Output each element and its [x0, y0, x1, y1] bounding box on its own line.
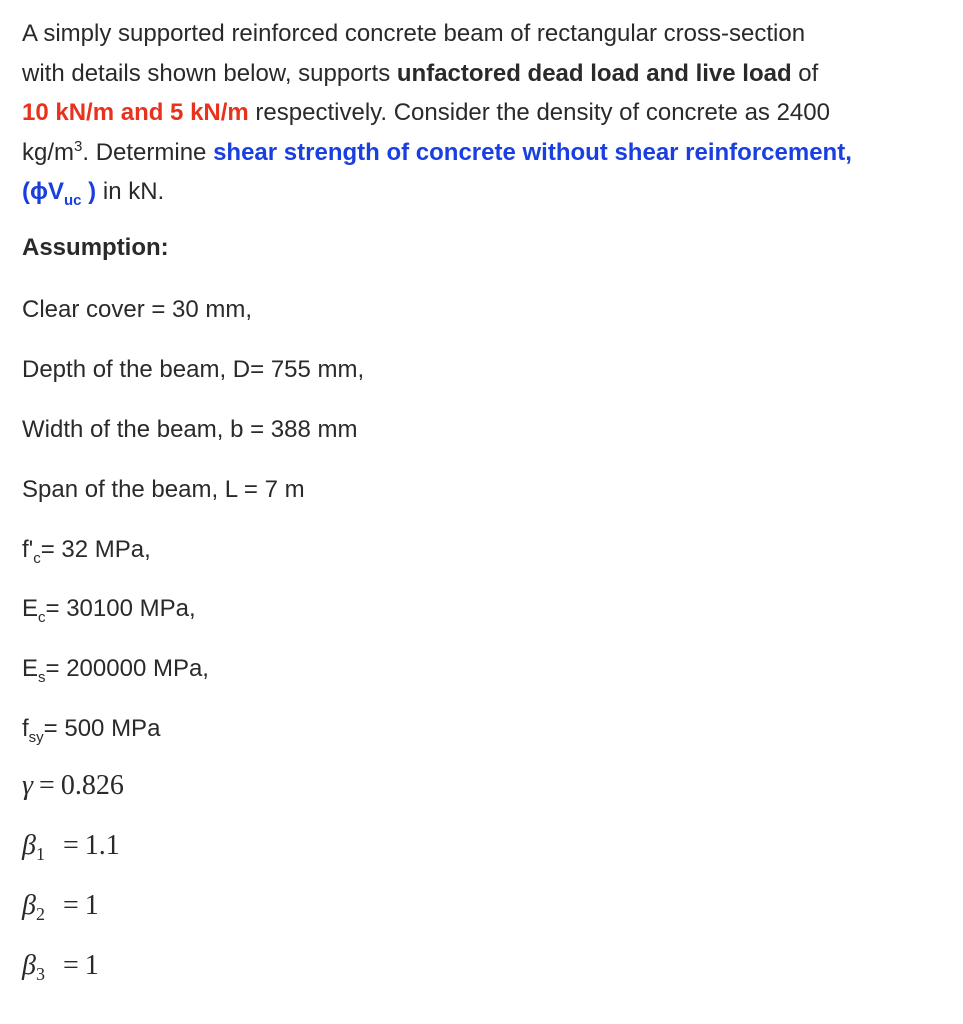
clear-cover-item: Clear cover = 30 mm,	[22, 296, 253, 323]
phi-vuc-symbol: ($\phi V_{uc}$ )	[22, 178, 97, 209]
fsy-item: $f_{sy}= 500$ MPa	[22, 715, 161, 746]
problem-line-1: A simply supported reinforced concrete beam of rectangular cross-section	[22, 20, 806, 47]
problem-line-4: $kg/m^3$. Determine shear strength of concrete without shear reinforcement,	[22, 137, 852, 166]
ec-item: $E_c= 30100$ MPa,	[22, 595, 196, 626]
load-type-emphasis: unfactored dead load and live load	[396, 59, 792, 87]
assumption-heading: Assumption:	[22, 234, 169, 261]
gamma-item: γ = 0.826	[22, 770, 124, 801]
span-item: Span of the beam, L = 7 m	[22, 476, 305, 503]
beta1-item: $\beta_1 = 1.1$	[22, 830, 120, 864]
problem-statement	[22, 14, 952, 212]
problem-line-2: with details shown below, supports unfactored dead load and live load of	[22, 59, 819, 87]
width-item: Width of the beam, b = 388 mm	[22, 416, 358, 443]
load-values-highlight: 10 kN/m and 5 kN/m	[22, 99, 249, 126]
fc-item: $f'_c= 32$ MPa,	[22, 536, 151, 567]
beta2-item: $\beta_2 = 1$	[22, 890, 99, 924]
problem-line-3: 10 kN/m and 5 kN/m respectively. Consider the density of concrete as 2400	[22, 99, 830, 126]
problem-line-5: ($\phi V_{uc}$ ) in kN.	[22, 178, 165, 209]
es-item: $E_s= 200000$ MPa,	[22, 655, 209, 686]
depth-item: Depth of the beam, D= 755 mm,	[22, 356, 365, 383]
task-highlight: shear strength of concrete without shear reinforcement,	[213, 138, 852, 166]
beta3-item: $\beta_3 = 1$	[22, 950, 99, 984]
